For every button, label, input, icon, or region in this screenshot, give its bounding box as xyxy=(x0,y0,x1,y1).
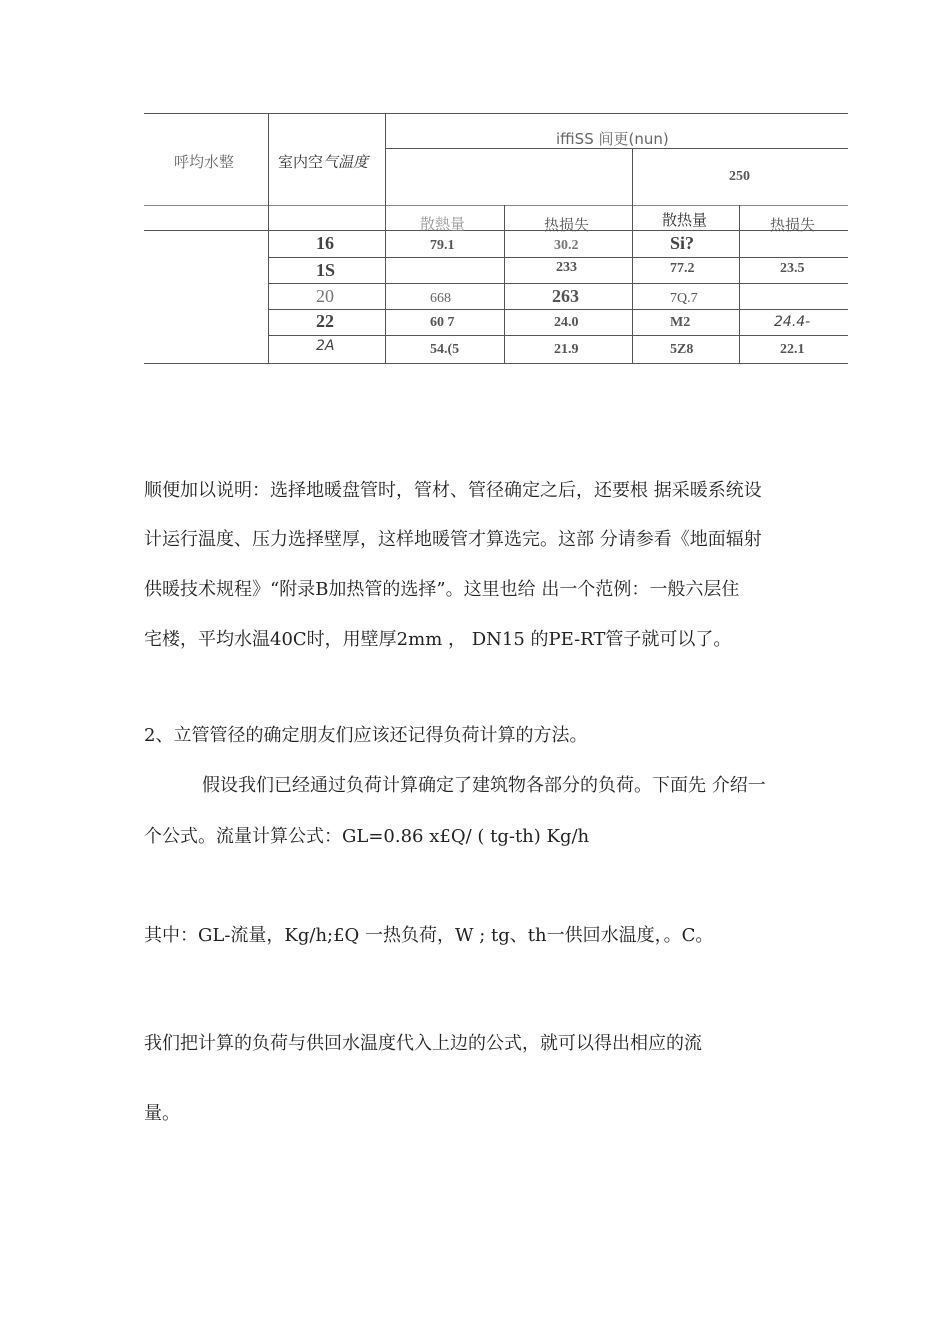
table-rule xyxy=(144,230,848,231)
table-rule xyxy=(268,283,848,284)
table-cell: 233 xyxy=(556,260,577,275)
row-temp: 22 xyxy=(316,311,334,331)
paragraph-line: 其中：GL-流量，Kg/h;£Q 一热负荷，W ; tg、th一供回水温度，。C。 xyxy=(144,925,714,946)
table-rule xyxy=(504,205,505,364)
table-rule xyxy=(268,257,848,258)
table-cell: 22.1 xyxy=(780,342,805,357)
table-cell: 30.2 xyxy=(554,238,579,253)
paragraph-line: 个公式。流量计算公式：GL=0.86 x£Q/ ( tg-th) Kg/h xyxy=(144,826,590,847)
table-rule xyxy=(268,309,848,310)
paragraph-line: 供暖技术规程》“附录B加热管的选择”。这里也给 出一个范例：一般六层住 xyxy=(144,579,740,600)
paragraph-line: 假设我们已经通过负荷计算确定了建筑物各部分的负荷。下面先 介绍一 xyxy=(202,775,766,796)
table-rule xyxy=(144,113,848,114)
subheader-heat-dissipation: 散熱量 xyxy=(420,215,466,233)
table-cell: 24.0 xyxy=(554,315,579,330)
table-rule xyxy=(268,113,269,364)
table-cell: 668 xyxy=(430,291,451,306)
subheader-heat-loss: 热损失 xyxy=(544,216,590,234)
table-cell: 7Q.7 xyxy=(670,291,698,306)
table-cell: 60 7 xyxy=(430,315,455,330)
paragraph-line: 顺便加以说明：选择地暖盘管时，管材、管径确定之后，还要根 据采暖系统设 xyxy=(144,480,762,501)
header-water-temp: 呼均水整 xyxy=(174,153,235,171)
table-cell: 24.4- xyxy=(774,314,811,330)
table-cell: 54.(5 xyxy=(430,342,460,357)
header-room-temp xyxy=(278,151,368,172)
row-temp: 2A xyxy=(316,338,335,354)
paragraph-line: 宅楼，平均水温40C时，用壁厚2mm ， DN15 的PE-RT管子就可以了。 xyxy=(144,629,732,650)
table-cell: 79.1 xyxy=(430,238,455,253)
subheader-heat-dissipation: 散热量 xyxy=(662,211,708,229)
table-cell: Si? xyxy=(670,233,695,253)
header-room-temp-part1: 室内空 xyxy=(278,153,324,171)
paragraph-line: 计运行温度、压力选择壁厚，这样地暖管才算选完。这部 分请参看《地面辐射 xyxy=(144,529,762,550)
table-cell: M2 xyxy=(670,315,691,330)
table-rule xyxy=(632,148,633,364)
table-cell: 77.2 xyxy=(670,261,695,276)
header-pipe-spacing: iffiSS 间更(nun) xyxy=(556,130,669,148)
table-rule xyxy=(144,363,848,364)
subheader-heat-loss: 热损失 xyxy=(770,216,816,234)
row-temp: 20 xyxy=(316,286,334,306)
row-temp: 16 xyxy=(316,233,334,253)
paragraph-line: 量。 xyxy=(144,1103,180,1124)
section-heading: 2、立管管径的确定朋友们应该还记得负荷计算的方法。 xyxy=(144,725,588,746)
header-spacing-250: 250 xyxy=(729,169,750,184)
table-rule xyxy=(144,205,848,206)
row-temp: 1S xyxy=(316,260,336,280)
table-cell: 263 xyxy=(552,286,579,306)
table-rule xyxy=(385,113,386,364)
table-cell: 21.9 xyxy=(554,342,579,357)
table-rule xyxy=(268,335,848,336)
header-room-temp-part2: 气温度 xyxy=(323,153,369,171)
data-table xyxy=(144,113,848,365)
table-rule xyxy=(739,205,740,364)
table-cell: 5Z8 xyxy=(670,342,694,357)
paragraph-line: 我们把计算的负荷与供回水温度代入上边的公式，就可以得出相应的流 xyxy=(144,1033,702,1054)
table-cell: 23.5 xyxy=(780,261,805,276)
